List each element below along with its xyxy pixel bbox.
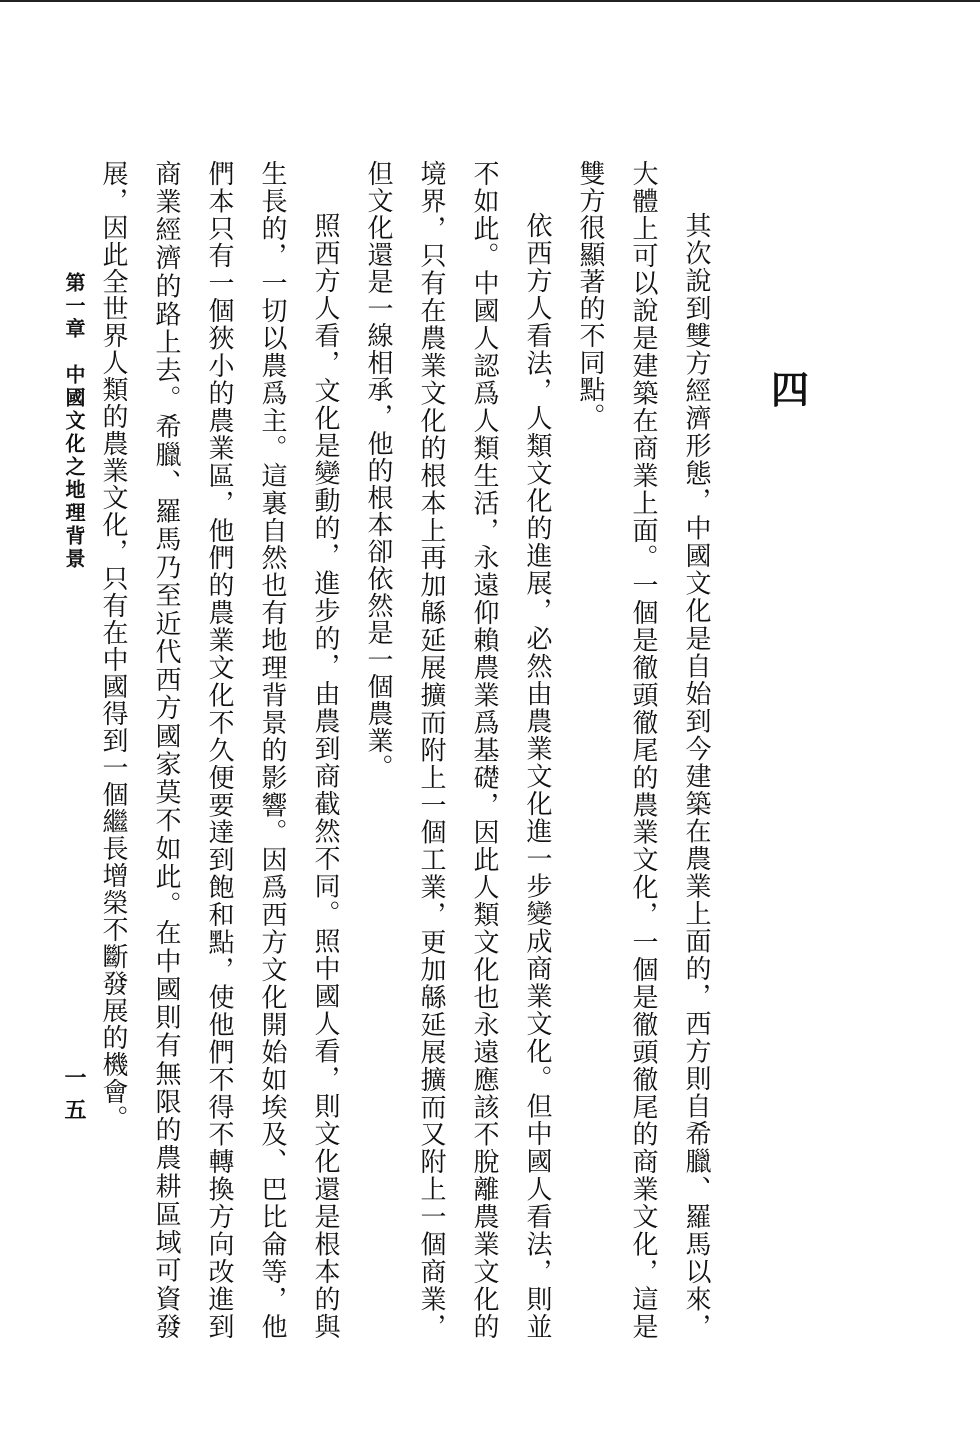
section-heading: 四 — [770, 367, 809, 412]
top-border-rule — [0, 0, 980, 2]
running-footer-chapter-title: 第一章 中國文化之地理背景 — [62, 272, 86, 571]
body-text — [98, 160, 722, 1340]
page-number: 一五 — [61, 1066, 87, 1130]
paragraph-3: 照西方人看，文化是變動的，進步的，由農到商截然不同。照中國人看，則文化還是根本的與生長的，一切以農爲主。這裏自然也有地理背景的影響。因爲西方文化開始如埃及、巴比侖等，他們本只有一個狹小的農業區，他們的農業文化不久便要達到飽和點，使他們不得不轉換方向改進到商業經濟的路上去。希臘、羅馬乃至近代西方國家莫不如此。在中國則有無限的農耕區域可資發展，因此全世界人類的農業文化，只有在中國得到一個繼長增榮不斷發展的機會。 — [98, 160, 340, 1340]
paragraph-1: 其次說到雙方經濟形態，中國文化是自始到今建築在農業上面的，西方則自希臘、羅馬以來，大體上可以說是建築在商業上面。一個是徹頭徹尾的農業文化，一個是徹頭徹尾的商業文化，這是雙方很顯著的不同點。 — [575, 160, 711, 1340]
paragraph-2: 依西方人看法，人類文化的進展，必然由農業文化進一步變成商業文化。但中國人看法，則並不如此。中國人認爲人類生活，永遠仰賴農業爲基礎，因此人類文化也永遠應該不脫離農業文化的境界，只有在農業文化的根本上再加緜延展擴而附上一個工業，更加緜延展擴而又附上一個商業，但文化還是一線相承，他的根本卻依然是一個農業。 — [363, 160, 552, 1340]
